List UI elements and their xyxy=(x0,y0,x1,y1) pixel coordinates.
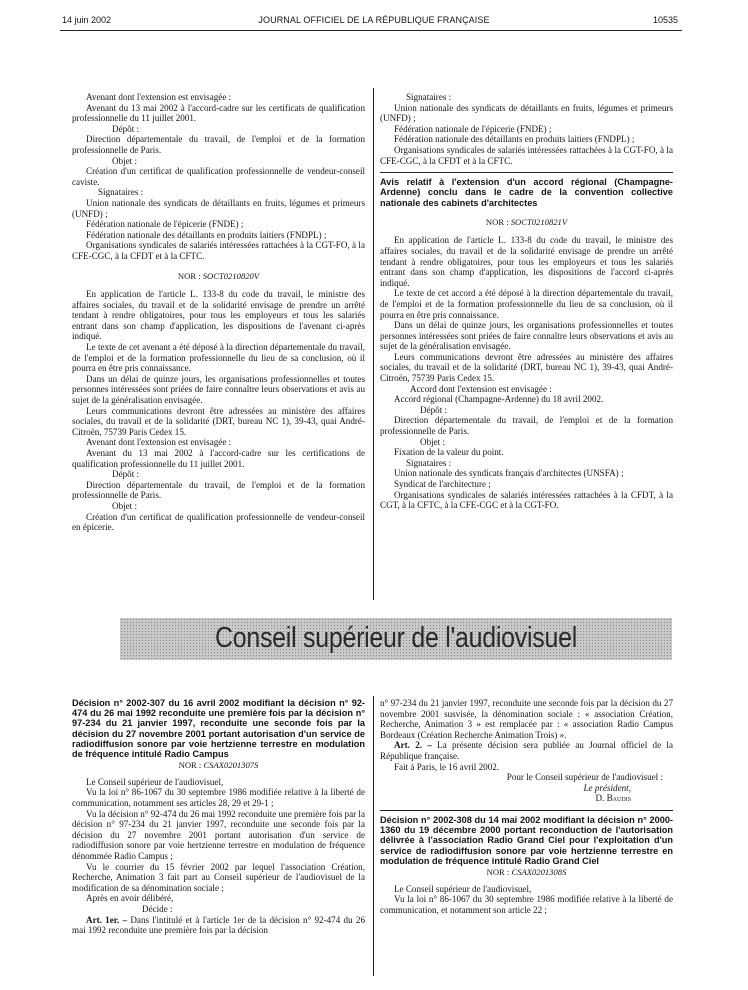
header-date: 14 juin 2002 xyxy=(62,15,112,25)
label-signataires: Signataires : xyxy=(406,92,452,102)
page-header xyxy=(0,15,748,29)
label-depot: Dépôt : xyxy=(112,123,140,134)
label-signataires: Signataires : xyxy=(406,457,452,468)
section-banner xyxy=(120,618,672,660)
article-label: Art. 2. – xyxy=(394,740,432,751)
paragraph: Le texte de cet accord a été déposé à la direction départementale du travail, de l'emploi et de la formation professionnelle du lieu de sa conclusion, où il pourra en être pris connaissance. xyxy=(380,288,673,320)
paragraph: Dans un délai de quinze jours, les organisations professionnelles et toutes personnes intéressées sont priées de faire connaître leurs observations et avis au sujet de la généralisation envisagée. xyxy=(72,373,365,406)
label-depot: Dépôt : xyxy=(420,404,448,415)
column-divider xyxy=(373,696,374,976)
signatory: Fédération nationale de l'épicerie (FNDE) ; xyxy=(394,123,552,134)
article-2: Art. 2. – La présente décision sera publiée au Journal officiel de la République française. xyxy=(380,740,673,761)
notice-title: Avis relatif à l'extension d'un accord régional (Champagne-Ardenne) conclu dans le cadre de la convention collective nationale des cabinets d'architectes xyxy=(380,177,673,208)
paragraph: Avenant du 13 mai 2002 à l'accord-cadre sur les certificats de qualification professionnelle du 11 juillet 2001. xyxy=(72,102,365,124)
paragraph: Direction départementale du travail, de l'emploi et de la formation professionnelle de Paris. xyxy=(380,415,673,437)
label-depot: Dépôt : xyxy=(112,469,140,480)
paragraph: Après en avoir délibéré, xyxy=(86,893,174,904)
signature-name: D. Baudis xyxy=(595,793,631,804)
nor-code: SOCT0210821V xyxy=(510,216,568,227)
paragraph: Le Conseil supérieur de l'audiovisuel, xyxy=(394,883,532,894)
paragraph: Création d'un certificat de qualification professionnelle de vendeur-conseil caviste. xyxy=(72,166,365,187)
paragraph: En application de l'article L. 133-8 du code du travail, le ministre des affaires sociales, du travail et de la solidarité envisage de prendre un arrêté tendant à rendre obligatoires, pour tous les employeurs et tous les salariés entrant dans son champ d'application, les dispositions de l'avenant ci-après indiqué. xyxy=(72,289,365,342)
signatory: Syndicat de l'architecture ; xyxy=(394,479,491,490)
column-3 xyxy=(72,698,365,936)
column-2 xyxy=(380,92,673,511)
nor-reference: NOR : CSAX0201308S xyxy=(486,866,567,877)
column-1 xyxy=(72,92,365,533)
paragraph: Dans un délai de quinze jours, les organisations professionnelles et toutes personnes intéressées sont priées de faire connaître leurs observations et avis au sujet de la généralisation envisagée. xyxy=(380,320,673,352)
label-decide: Décide : xyxy=(142,903,173,914)
paragraph: Leurs communications devront être adressées au ministère des affaires sociales, du travail et de la solidarité (DRT, bureau NC 1), 39-43, quai André-Citroën, 75739 Paris Cedex 15. xyxy=(72,405,365,437)
paragraph: Le texte de cet avenant a été déposé à la direction départementale du travail, de l'emploi et de la formation professionnelle du lieu de sa conclusion, où il pourra en être pris connaissance. xyxy=(72,342,365,374)
decision-title: Décision n° 2002-308 du 14 mai 2002 modifiant la décision n° 2000-1360 du 19 décembre 2000 portant reconduction de l'autorisation délivrée à l'association Radio Grand Ciel pour l'exploitation d'un service de radiodiffusion sonore par voie hertzienne terrestre en modulation de fréquence intitulé Radio Grand Ciel xyxy=(380,814,673,866)
label-objet: Objet : xyxy=(112,500,138,511)
paragraph: Création d'un certificat de qualification professionnelle de vendeur-conseil en épicerie. xyxy=(72,511,365,533)
signatory: Union nationale des syndicats de détaillants en fruits, légumes et primeurs (UNFD) ; xyxy=(72,197,365,219)
paragraph: Leurs communications devront être adressées au ministère des affaires sociales, du travail et de la solidarité (DRT, bureau NC 1), 39-43, quai André-Citroën, 75739 Paris Cedex 15. xyxy=(380,351,673,384)
paragraph: Le Conseil supérieur de l'audiovisuel, xyxy=(86,776,224,787)
signature-date: Fait à Paris, le 16 avril 2002. xyxy=(394,761,500,772)
paragraph: En application de l'article L. 133-8 du code du travail, le ministre des affaires sociales, du travail et de la solidarité envisage de prendre un arrêté tendant à rendre obligatoires, pour tous les employeurs et tous les salariés entrant dans son champ d'application, les dispositions de l'accord ci-après indiqué. xyxy=(380,235,673,288)
paragraph: Vu la loi n° 86-1067 du 30 septembre 1986 modifiée relative à la liberté de communication, et notamment son article 22 ; xyxy=(380,894,673,915)
paragraph: Vu le courrier du 15 février 2002 par lequel l'association Création, Recherche, Animation 3 fait part au Conseil supérieur de l'audiovisuel de la modification de sa dénomination sociale ; xyxy=(72,861,365,893)
article-label: Art. 1er. – xyxy=(86,914,128,925)
paragraph: Accord régional (Champagne-Ardenne) du 18 avril 2002. xyxy=(394,394,604,405)
page-number: 10535 xyxy=(652,15,678,25)
header-rule xyxy=(60,30,682,31)
paragraph: n° 97-234 du 21 janvier 1997, reconduite une seconde fois par la décision du 27 novembre 2001 susvisée, la dénomination sociale : « association Création, Recherche, Animation 3 » est remplacée par : « association Radio Campus Bordeaux (Création Recherche Animation Trois) ». xyxy=(380,698,673,740)
label-objet: Objet : xyxy=(112,155,138,166)
column-divider xyxy=(373,88,374,600)
column-4 xyxy=(380,698,673,915)
section-separator xyxy=(380,172,673,173)
nor-code: CSAX0201307S xyxy=(203,760,259,771)
signatory: Fédération nationale des détaillants en produits laitiers (FNDPL) ; xyxy=(86,229,327,240)
paragraph: Accord dont l'extension est envisagée : xyxy=(410,383,552,394)
paragraph: Avenant dont l'extension est envisagée : xyxy=(86,92,232,102)
section-separator xyxy=(380,810,673,811)
label-signataires: Signataires : xyxy=(98,187,144,198)
paragraph: Avenant du 13 mai 2002 à l'accord-cadre sur les certifications de qualification professionnelle du 11 juillet 2001. xyxy=(72,448,365,469)
journal-title: JOURNAL OFFICIEL DE LA RÉPUBLIQUE FRANÇAISE xyxy=(258,15,490,25)
signature-for: Pour le Conseil supérieur de l'audiovisuel : xyxy=(506,772,663,783)
article-1: Art. 1er. – Dans l'intitulé et à l'article 1er de la décision n° 92-474 du 26 mai 1992 reconduite une première fois par la décision xyxy=(72,914,365,936)
signatory: Organisations syndicales de salariés intéressées rattachées à la CGT-FO, à la CFE-CGC, à la CFDT et à la CFTC. xyxy=(380,144,673,166)
paragraph: Direction départementale du travail, de l'emploi et de la formation professionnelle de Paris. xyxy=(72,134,365,155)
signatory: Union nationale des syndicats français d'architectes (UNSFA) ; xyxy=(394,468,624,479)
banner-title: Conseil supérieur de l'audiovisuel xyxy=(214,622,577,654)
paragraph: Fixation de la valeur du point. xyxy=(394,447,504,458)
signatory: Fédération nationale de l'épicerie (FNDE) ; xyxy=(86,219,244,230)
nor-reference: NOR : CSAX0201307S xyxy=(178,760,259,771)
nor-code: CSAX0201308S xyxy=(511,866,567,877)
nor-reference: NOR : SOCT0210821V xyxy=(485,216,568,227)
nor-code: SOCT0210820V xyxy=(202,270,260,281)
label-objet: Objet : xyxy=(420,436,446,447)
nor-reference: NOR : SOCT0210820V xyxy=(177,270,260,281)
decision-title: Décision n° 2002-307 du 16 avril 2002 modifiant la décision n° 92-474 du 26 mai 1992 reconduite une première fois par la décision n° 97-234 du 21 janvier 1997, reconduite une seconde fois par la décision du 27 novembre 2001 portant autorisation d'un service de radiodiffusion sonore par voie hertzienne terrestre en modulation de fréquence intitulé Radio Campus xyxy=(72,698,365,760)
signatory: Organisations syndicales de salariés intéressées rattachées à la CFDT, à la CGT, à la CFTC, à la CFE-CGC et à la CGT-FO. xyxy=(380,489,673,511)
paragraph: Avenant dont l'extension est envisagée : xyxy=(86,437,232,448)
paragraph: Vu la loi n° 86-1067 du 30 septembre 1986 modifiée relative à la liberté de communication, notamment ses articles 28, 29 et 29-1 ; xyxy=(72,787,365,808)
signatory: Organisations syndicales de salariés intéressées rattachées à la CGT-FO, à la CFE-CGC, à la CFDT et à la CFTC. xyxy=(72,240,365,261)
signatory: Fédération nationale des détaillants en produits laitiers (FNDPL) ; xyxy=(394,134,635,145)
signature-role: Le président, xyxy=(583,782,631,793)
paragraph: Direction départementale du travail, de l'emploi et de la formation professionnelle de Paris. xyxy=(72,479,365,501)
signatory: Union nationale des syndicats de détaillants en fruits, légumes et primeurs (UNFD) ; xyxy=(380,102,673,124)
paragraph: Vu la décision n° 92-474 du 26 mai 1992 reconduite une première fois par la décision n° 97-234 du 21 janvier 1997, reconduite une seconde fois par la décision du 27 novembre 2001 portant autorisation d'un service de radiodiffusion sonore par voie hertzienne terrestre en modulation de fréquence dénommée Radio Campus ; xyxy=(72,808,365,861)
